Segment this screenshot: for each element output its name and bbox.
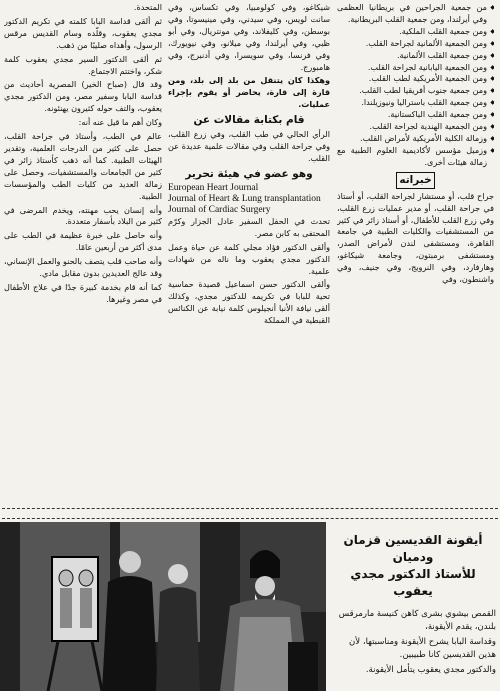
- article-column-left: [4, 2, 162, 507]
- list-item: ◆ ومن الجمعية الأمريكية لطب القلب.: [337, 73, 487, 85]
- journal-name: Journal of Heart & Lung transplantation: [168, 193, 321, 204]
- paragraph: ثم ألقى الدكتور السير مجدي يعقوب كلمة شكر، واختتم الاجتماع.: [4, 53, 162, 76]
- caption-text: والدكتور مجدي يعقوب يتأمل الأيقونة.: [365, 665, 496, 675]
- paragraph: الرأي الحالي في طب القلب، وفي زرع القلب، وفي جراحة القلب وفي مقالات علمية عديدة عن القلب.: [168, 129, 330, 163]
- paragraph: وأنه إنسان يحب مهنته، ويخدم المرضى في كثير من البلاد بأسفار متعددة.: [4, 204, 162, 227]
- article-column-right: [337, 2, 494, 507]
- journal-name: Journal of Cardiac Surgery: [168, 204, 271, 215]
- list-item: ◆ من جمعية الجراحين في بريطانيا العظمى وفي أيرلندا، ومن جمعية القلب البريطانية.: [337, 2, 487, 26]
- paragraph: جراح قلب، أو مستشار لجراحة القلب، أو أستاذ في جراحة القلب، أو مدير عمليات زرع القلب، وفي زرع القلب للأطفال، أو أستاذ زائر في كثير من المستشفيات والكليات الطبية في جامعة القاهرة، ومستشفى لندن لأمراض الصدر، ومستشفى برمبتون، وجامعة شيكاغو، وهارفارد، وفي النرويج، وفي جنيف، وفي واشنطون، وفي: [337, 190, 494, 285]
- section-divider: [2, 508, 498, 519]
- photo-caption: [330, 522, 496, 680]
- paragraph: وكان أهم ما قيل عنه أنه:: [78, 117, 162, 128]
- list-item: ◆ ومن جمعية القلب الألمانية.: [337, 50, 487, 62]
- caption-title-line: للأستاذ الدكتور مجدي يعقوب: [350, 567, 476, 598]
- list-item: ◆ وزمالة الكلية الأمريكية لأمراض القلب.: [337, 133, 487, 145]
- list-item: ◆ ومن جمعية القلب الباكستانية.: [337, 109, 487, 121]
- list-item: ◆ ومن جمعية جنوب أفريقيا لطب القلب.: [337, 85, 487, 97]
- paragraph: عالم في الطب، وأستاذ في جراحة القلب، حصل على كثير من الدرجات العلمية، وتقدير الهيئات الطبية. كما أنه ذهب كأستاذ زائر في كثير من الجامعات والمستشفيات، وحصل على زمالة العديد من كليات الطب والمؤسسات الطبية.: [4, 131, 162, 201]
- section-heading: [337, 172, 494, 189]
- paragraph: وألقى الدكتور فؤاد مجلي كلمة عن حياة وعمل الدكتور مجدي يعقوب وما ناله من شهادات علمية.: [168, 241, 330, 276]
- caption-title: [330, 532, 496, 600]
- paragraph: كما أنه قام بخدمة كبيرة جدًا في علاج الأطفال في مصر وغيرها.: [4, 281, 162, 304]
- section-heading: وهو عضو في هيئة تحرير: [185, 167, 313, 180]
- list-item: ◆ وزميل مؤسس لأكاديمية العلوم الطبية مع زمالة هيئات أخرى.: [337, 145, 487, 169]
- journal-name: European Heart Journal: [168, 182, 259, 193]
- photo-section: [0, 522, 500, 691]
- list-item: ◆ ومن الجمعية اليابانية لجراحة القلب.: [337, 62, 487, 74]
- journal-list: [168, 183, 330, 216]
- list-item: ◆ ومن الجمعية الهندية لجراحة القلب.: [337, 121, 487, 133]
- paragraph: المتحدة.: [133, 2, 162, 12]
- article-column-middle: [168, 2, 330, 507]
- paragraph: وألقى الدكتور حسن اسماعيل قصيدة حماسية تحية للبابا في تكريمه للدكتور مجدي، وكذلك ألقى نيافة الأنبا أنجيلوس كلمة نيابة عن الكنائس القبطية في المملكة: [168, 279, 330, 326]
- list-item: ◆ ومن جمعية القلب الملكية.: [337, 26, 487, 38]
- paragraph: شيكاغو، وفي كولومبيا، وفي تكساس، وفي سانت لويس، وفي سيدني، وفي مينيسوتا، وفي بوسطن، وفي كليفلاند، وفي مونتريال، وفي أبو ظبي، وفي أيرلندا، وفي ميلانو، وفي نيويورك، وفي فرنسا، وفي سويسرا، وفي أدنبرج، وفي هامبورج.: [168, 2, 330, 72]
- event-photo: [0, 522, 326, 691]
- list-item: ◆ ومن جمعية القلب باستراليا ونيوزيلندا.: [337, 97, 487, 109]
- caption-title-line: أيقونة القديسين قزمان ودميان: [343, 533, 483, 564]
- paragraph: تحدث في الحفل السفير عادل الجزار وكرّم المحتفى به كابن مصر.: [168, 215, 330, 238]
- caption-text: وقداسة البابا يشرح الأيقونة ومناسبتها، لأن هذين القديسين كانا طبيبين.: [349, 637, 496, 660]
- paragraph: ثم ألقى قداسة البابا كلمته في تكريم الدكتور مجدي يعقوب، وقلّده وسام القديس مرقس الرسول، وأهداه صليبًا من ذهب.: [4, 15, 162, 50]
- caption-text: القمص بيشوي بشرى كاهن كنيسة مارمرقس بلندن، يقدم الأيقونة،: [338, 609, 496, 632]
- section-heading-text: خبراته: [396, 172, 434, 189]
- paragraph: وأنه صاحب قلب يتصف بالحنو والعمل الإنساني، وقد عالج العديدين بدون مقابل مادي.: [4, 256, 162, 279]
- list-item: ◆ ومن الجمعية الألمانية لجراحة القلب.: [337, 38, 487, 50]
- membership-list: [337, 2, 494, 169]
- section-heading: قام بكتابة مقالات عن: [193, 114, 305, 127]
- paragraph: وقد قال (صباح الخير) المصرية أحاديث من قداسة البابا وسفير مصر، ومن الدكتور مجدي يعقوب، والتف حوله كثيرون يهنئونه.: [4, 79, 162, 114]
- paragraph: وأنه حاصل على خبرة عظيمة في الطب على مدى أكثر من أربعين عامًا.: [4, 230, 162, 253]
- paragraph-bold: وهكذا كان يتنقل من بلد إلى بلد، ومن قارة إلى قارة، يحاضر أو يقوم بإجراء عمليات.: [168, 75, 330, 110]
- caption-body: [330, 608, 496, 677]
- photo-illustration: [0, 522, 326, 691]
